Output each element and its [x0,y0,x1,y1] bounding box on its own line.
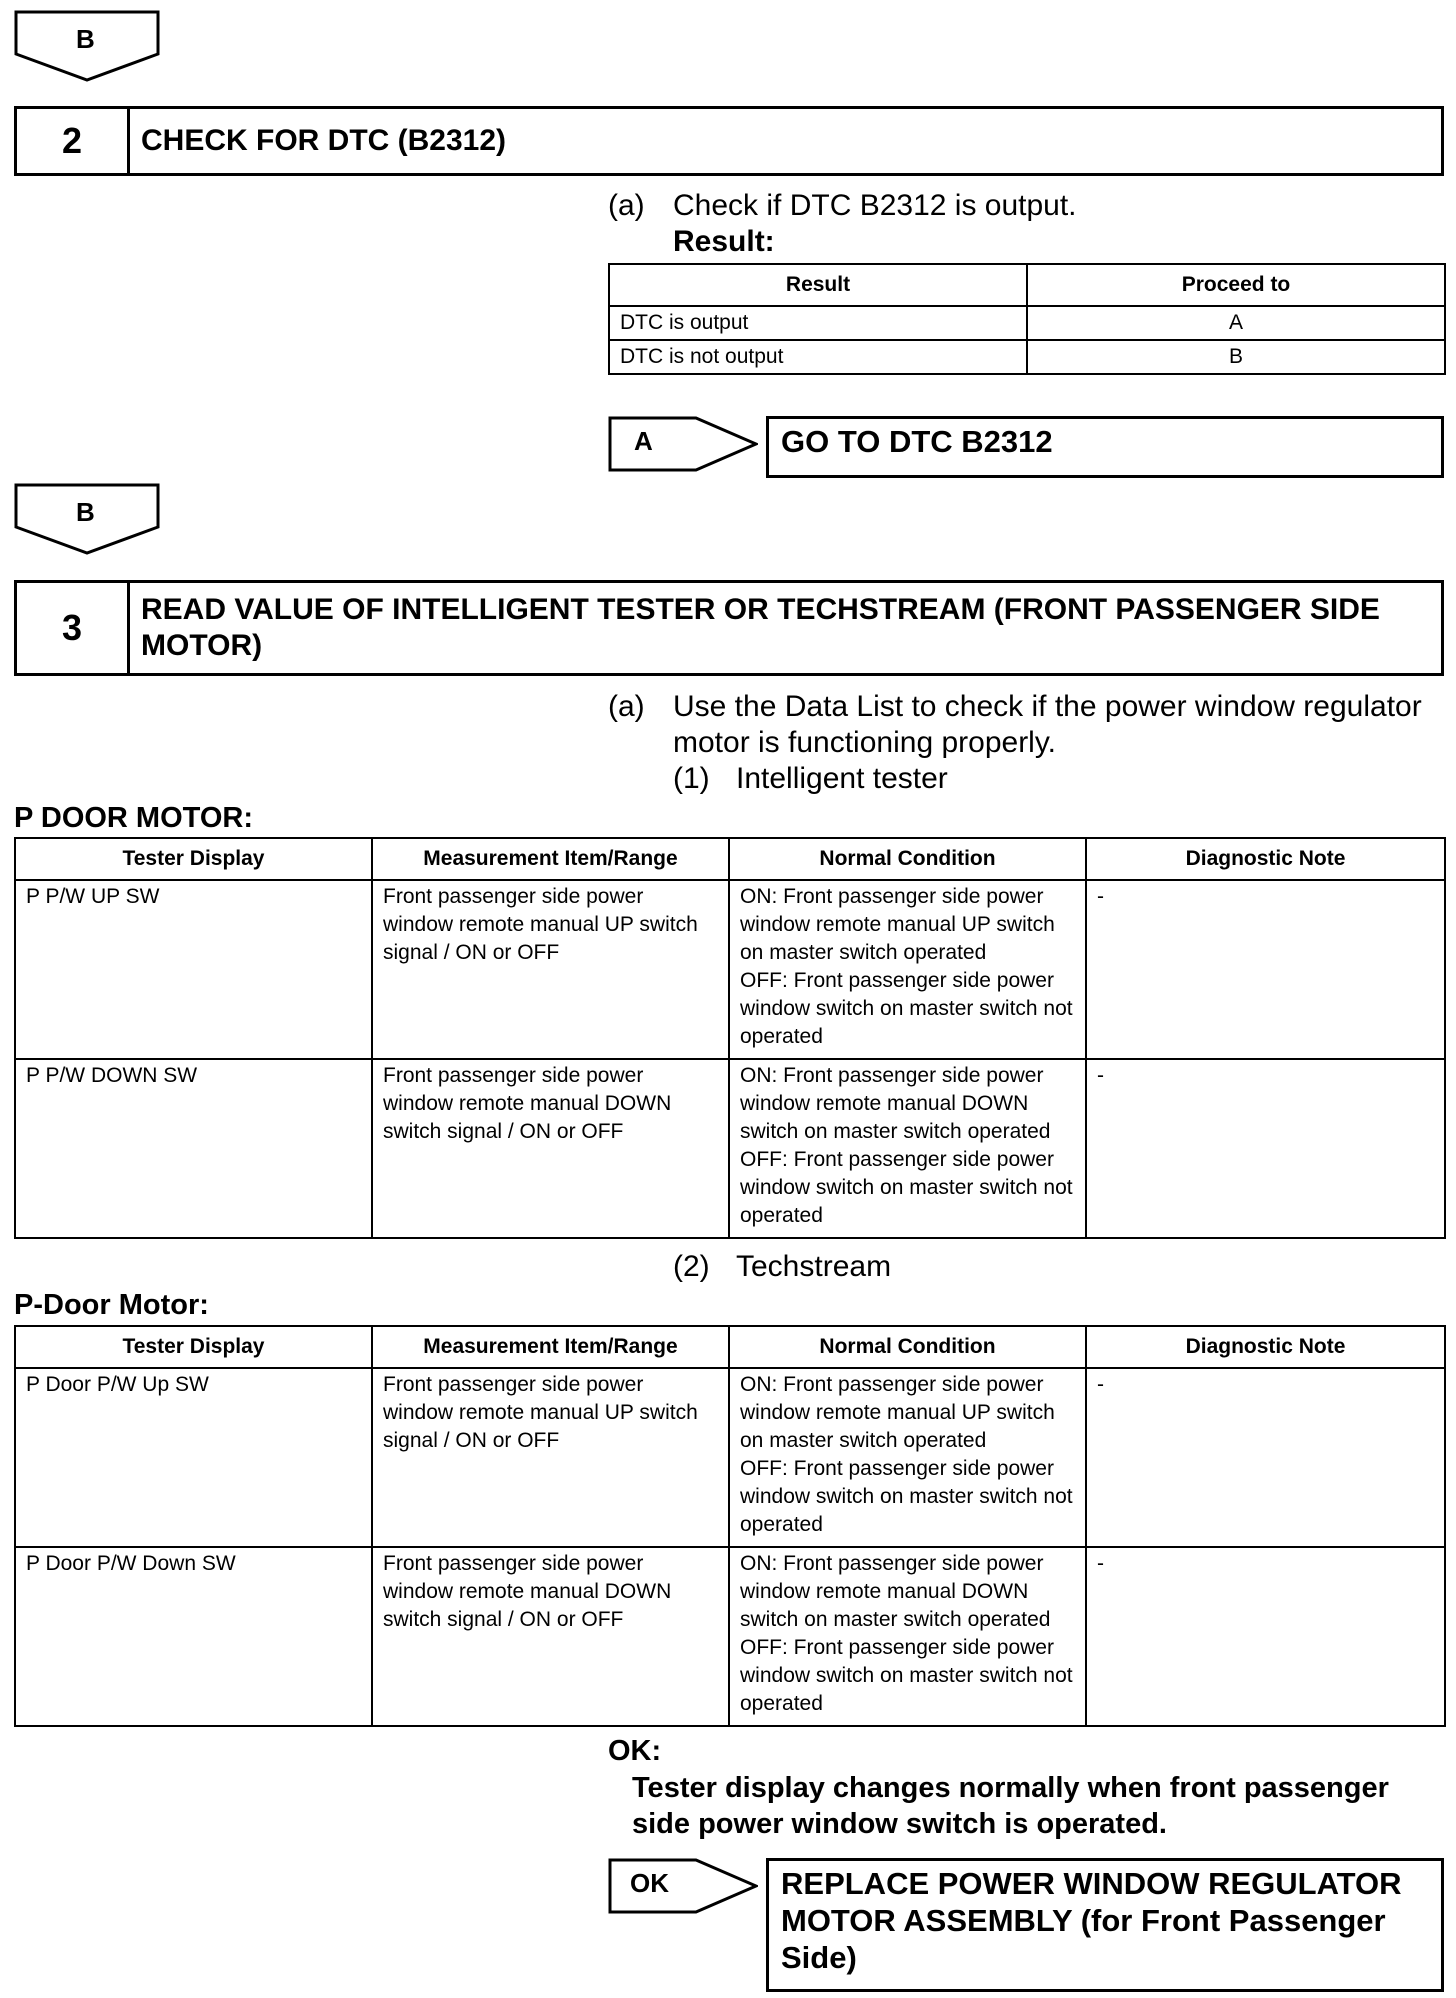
table-cell: P Door P/W Down SW [15,1547,372,1726]
sub-step-1-text: Intelligent tester [736,762,948,795]
ok-criteria-line1: Tester display changes normally when front passenger [632,1772,1389,1804]
column-header: Tester Display [15,1326,372,1368]
column-header: Tester Display [15,838,372,880]
step-3-number: 3 [17,583,130,673]
sub-step-2-text: Techstream [736,1250,892,1283]
table-cell: Front passenger side power window remote manual UP switch signal / ON or OFF [372,1368,729,1547]
table-cell: - [1086,1547,1445,1726]
step-3-item-a: (a) [608,690,645,723]
branch-arrow-a [608,416,758,472]
column-header: Result [609,264,1027,306]
ok-label: OK: [608,1735,662,1767]
table-cell: ON: Front passenger side power window remote manual UP switch on master switch operated OFF: Front passenger side power window switch on master switch not operated [729,1368,1086,1547]
nav-arrow-b-top-label: B [76,24,95,54]
table-cell: - [1086,1368,1445,1547]
table-cell: P Door P/W Up SW [15,1368,372,1547]
table-cell: ON: Front passenger side power window remote manual DOWN switch on master switch operated OFF: Front passenger side power window switch on master switch not operated [729,1547,1086,1726]
branch-a-result: GO TO DTC B2312 [766,416,1444,478]
table-cell: Front passenger side power window remote manual UP switch signal / ON or OFF [372,880,729,1059]
data-list-table-intelligent-tester [14,837,1446,1239]
table-row [15,1368,1445,1547]
result-label: Result: [673,225,775,258]
nav-arrow-b-middle [14,483,160,555]
column-header: Normal Condition [729,1326,1086,1368]
branch-ok-result-line1: REPLACE POWER WINDOW REGULATOR [781,1866,1402,1901]
data-list-table-techstream [14,1325,1446,1727]
table-cell: Front passenger side power window remote manual DOWN switch signal / ON or OFF [372,1059,729,1238]
table-row [15,1547,1445,1726]
table-cell: DTC is output [609,306,1027,340]
column-header: Normal Condition [729,838,1086,880]
result-table [608,263,1446,375]
table-row [15,1059,1445,1238]
table-cell: B [1027,340,1445,374]
step-2-number: 2 [17,109,130,173]
nav-arrow-b-top [14,10,160,82]
table-cell: ON: Front passenger side power window remote manual DOWN switch on master switch operated OFF: Front passenger side power window switch on master switch not operated [729,1059,1086,1238]
branch-ok-result [766,1858,1444,1992]
table-cell: - [1086,880,1445,1059]
column-header: Measurement Item/Range [372,1326,729,1368]
ok-criteria-line2: side power window switch is operated. [632,1808,1167,1840]
step-2-item-a: (a) [608,189,645,222]
table-row [609,340,1445,374]
branch-arrow-a-label: A [634,426,653,456]
branch-ok-result-line2: MOTOR ASSEMBLY (for Front Passenger [781,1903,1386,1938]
branch-arrow-ok [608,1858,758,1914]
nav-arrow-b-middle-label: B [76,497,95,527]
table-header-row [15,838,1445,880]
table-2-caption: P-Door Motor: [14,1289,209,1321]
branch-ok-result-line3: Side) [781,1940,857,1975]
table-header-row [15,1326,1445,1368]
table-cell: ON: Front passenger side power window remote manual UP switch on master switch operated OFF: Front passenger side power window switch on master switch not operated [729,880,1086,1059]
column-header: Measurement Item/Range [372,838,729,880]
table-cell: P P/W UP SW [15,880,372,1059]
sub-step-2-number: (2) [673,1250,710,1283]
table-cell: Front passenger side power window remote manual DOWN switch signal / ON or OFF [372,1547,729,1726]
table-cell: A [1027,306,1445,340]
chevron-right-icon [608,416,758,472]
step-2-title: CHECK FOR DTC (B2312) [141,124,507,157]
branch-arrow-ok-label: OK [630,1868,669,1898]
step-3-title: READ VALUE OF INTELLIGENT TESTER OR TECHSTREAM (FRONT PASSENGER SIDE MOTOR) [141,593,1380,662]
sub-step-1-number: (1) [673,762,710,795]
step-2-instruction: Check if DTC B2312 is output. [673,189,1077,222]
table-header-row [609,264,1445,306]
step-3-instruction-line2: motor is functioning properly. [673,726,1056,759]
table-row [15,880,1445,1059]
step-2-header [14,106,1444,176]
table-row [609,306,1445,340]
column-header: Proceed to [1027,264,1445,306]
table-cell: DTC is not output [609,340,1027,374]
column-header: Diagnostic Note [1086,1326,1445,1368]
column-header: Diagnostic Note [1086,838,1445,880]
table-1-caption: P DOOR MOTOR: [14,802,253,834]
table-cell: - [1086,1059,1445,1238]
table-cell: P P/W DOWN SW [15,1059,372,1238]
step-3-header [14,580,1444,676]
step-3-instruction-line1: Use the Data List to check if the power window regulator [673,690,1422,723]
